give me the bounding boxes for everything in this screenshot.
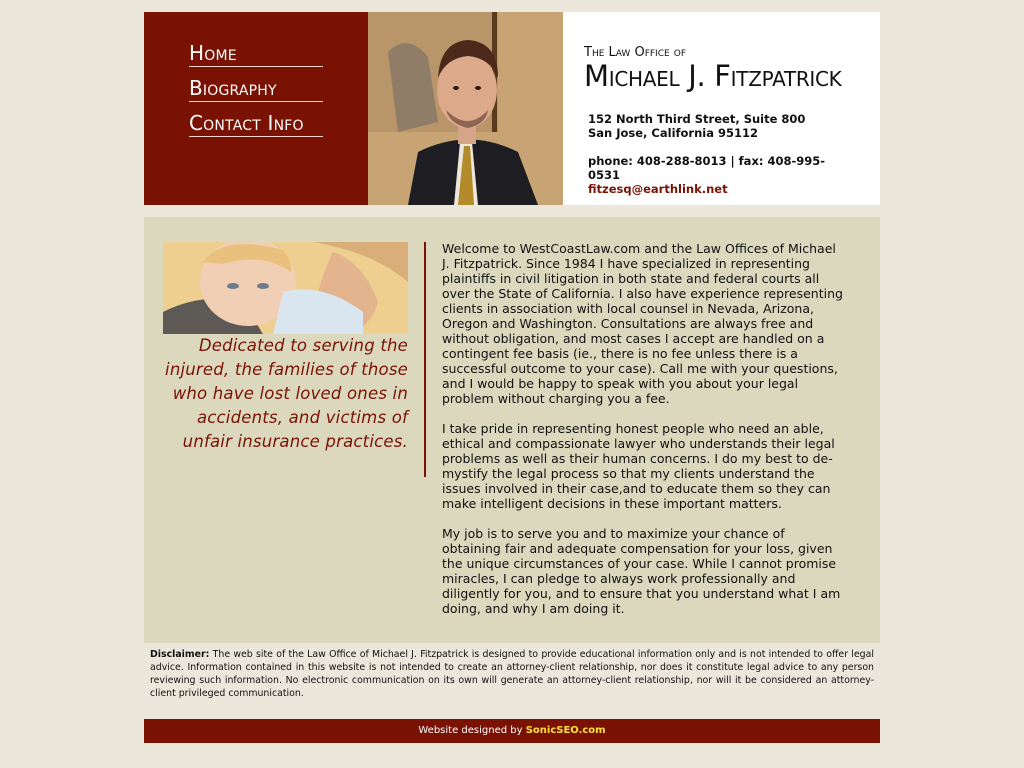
main-nav [189,40,323,145]
disclaimer [150,648,874,700]
phone-fax: phone: 408-288-8013 | fax: 408-995-0531 [588,154,826,182]
address [588,112,838,140]
disclaimer-label: Disclaimer: [150,649,210,660]
child-photo [163,242,408,334]
footer [144,719,880,743]
page-wrapper [144,12,880,616]
firm-prefix: The Law Office of [584,45,687,60]
nav-item-biography[interactable]: Biography [189,75,323,102]
paragraph-2: I take pride in representing honest people who need an able, ethical and compassionate lawyer who understands their legal problems as well as their human concerns. I do my best to de-mystify the legal process so that my clients understand the issues involved in their case,and to educate them so they can make intelligent decisions in these important matters. [442,421,835,511]
nav-panel [144,12,368,205]
disclaimer-text: The web site of the Law Office of Michael J. Fitzpatrick is designed to provide educational information only and is not intended to offer legal advice. Information contained in this website is not intended to create an attorney-client relationship, nor does it constitute legal advice to any person reviewing such information. No electronic communication on its own will generate an attorney-client relationship, nor will it be considered an attorney-client privileged communication. [150,649,874,699]
nav-item-contact-info[interactable]: Contact Info [189,110,323,137]
address-line-1: 152 North Third Street, Suite 800 [588,112,806,126]
address-line-2: San Jose, California 95112 [588,126,758,140]
contact-panel [563,12,880,205]
attorney-portrait-illustration [368,12,563,205]
child-photo-illustration [163,242,408,334]
intro-text [442,241,846,631]
nav-item-home[interactable]: Home [189,40,323,67]
vertical-divider [424,242,426,477]
main-content [144,217,880,643]
paragraph-1: Welcome to WestCoastLaw.com and the Law Offices of Michael J. Fitzpatrick. Since 1984 I have specialized in representing plaintiffs in civil litigation in both state and federal courts all over the State of California. I also have experience representing clients in association with local counsel in Nevada, Arizona, Oregon and Washington. Consultations are always free and without obligation, and most cases I accept are handled on a contingent fee basis (ie., there is no fee unless there is a successful outcome to your case). Call me with your questions, and I would be happy to speak with you about your legal problem without charging you a fee. [442,241,843,406]
firm-name: Michael J. Fitzpatrick [584,59,842,93]
footer-prefix: Website designed by [418,725,526,736]
header [144,12,880,205]
tagline: Dedicated to serving the injured, the families of those who have lost loved ones in accidents, and victims of unfair insurance practices. [165,336,408,451]
attorney-portrait [368,12,563,205]
footer-designer-link[interactable]: SonicSEO.com [525,725,606,736]
email-link[interactable]: fitzesq@earthlink.net [588,182,728,196]
paragraph-3: My job is to serve you and to maximize your chance of obtaining fair and adequate compensation for your loss, given the unique circumstances of your case. While I cannot promise miracles, I can pledge to always work professionally and diligently for you, and to ensure that you understand what I am doing, and why I am doing it. [442,526,841,616]
